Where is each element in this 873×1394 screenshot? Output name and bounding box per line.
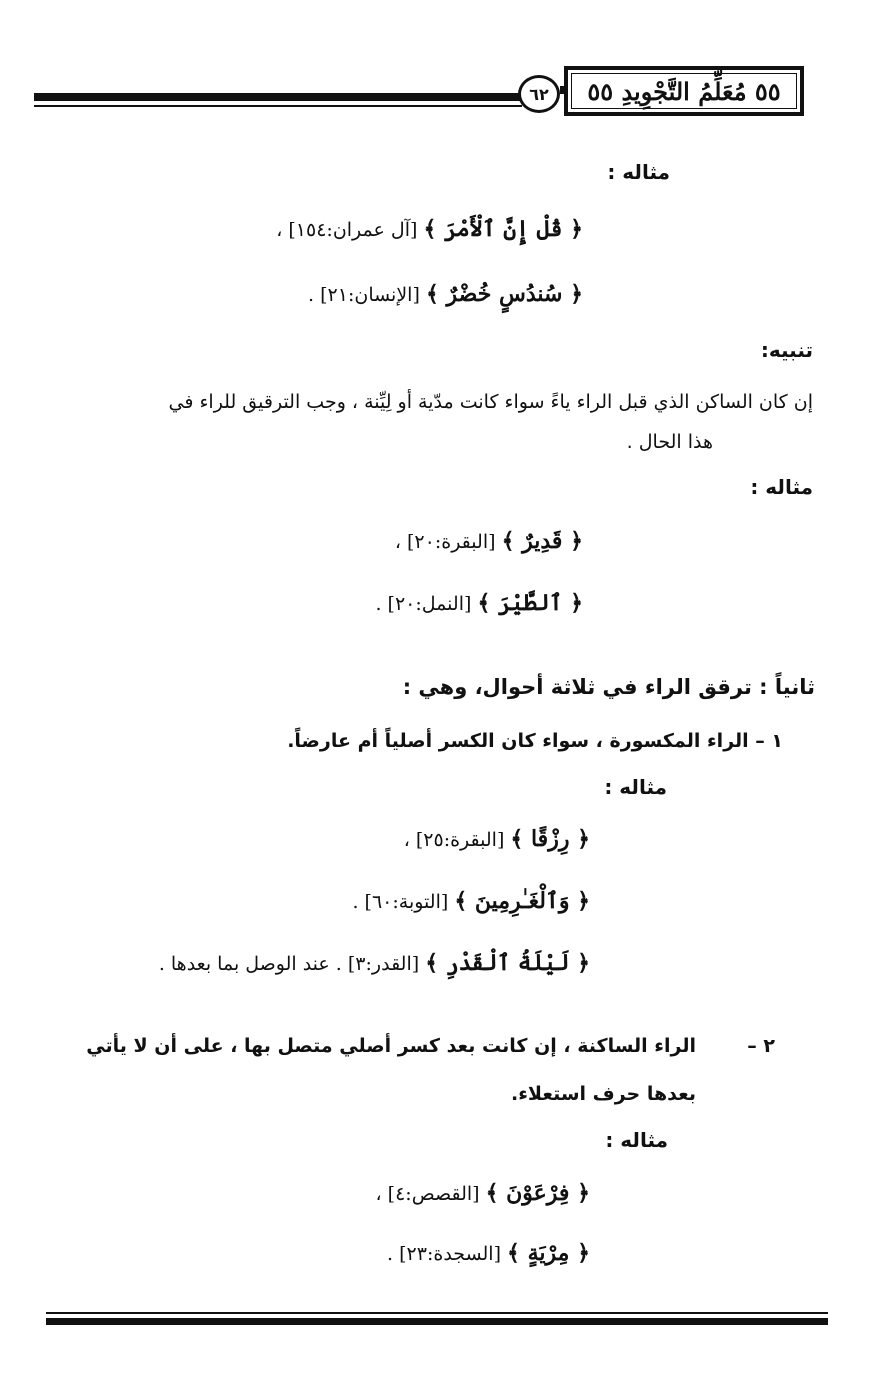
quran-text: ﴿ وَٱلْغَـٰرِمِينَ ﴾ (454, 888, 590, 914)
rule-item-2-number: ٢ – (747, 1035, 775, 1057)
footer-rule-thin (46, 1312, 828, 1314)
quran-text: ﴿ رِزْقًا ﴾ (510, 826, 590, 852)
verse-reference: [النمل:٢٠] . (375, 593, 472, 615)
running-header-title: ٥٥ مُعَلِّمُ التَّجْوِيدِ ٥٥ (564, 66, 804, 116)
quran-text: ﴿ قُلْ إِنَّ ٱلْأَمْرَ ﴾ (423, 216, 583, 242)
verse-line (308, 281, 583, 307)
quran-text: ﴿ سُندُسٍ خُضْرٌ ﴾ (425, 281, 583, 307)
header-rule-thin (34, 105, 522, 107)
rule-item-2-line: بعدها حرف استعلاء. (511, 1083, 696, 1105)
verse-line (375, 1180, 590, 1206)
example-label: مثاله : (605, 1128, 668, 1152)
rule-item-1: ١ – الراء المكسورة ، سواء كان الكسر أصلياً أم عارضاً. (287, 730, 783, 752)
verse-line (395, 528, 583, 554)
verse-reference: [الإنسان:٢١] . (308, 284, 420, 306)
example-label: مثاله : (607, 160, 670, 184)
verse-line (375, 590, 583, 616)
note-line: إن كان الساكن الذي قبل الراء ياءً سواء كانت مدّية أو لِيِّنة ، وجب الترقيق للراء في (168, 391, 813, 413)
example-label: مثاله : (750, 475, 813, 499)
verse-line (159, 950, 590, 976)
note-line: هذا الحال . (626, 431, 713, 453)
note-paragraph (37, 382, 813, 462)
rule-item-2-line: الراء الساكنة ، إن كانت بعد كسر أصلي متصل بها ، على أن لا يأتي (86, 1035, 696, 1057)
verse-reference: [آل عمران:١٥٤] ، (276, 219, 418, 241)
verse-reference: [السجدة:٢٣] . (387, 1243, 501, 1265)
header-rule-thick (34, 93, 522, 101)
page-number: ٦٢ (518, 75, 560, 113)
footer-rule-thick (46, 1318, 828, 1325)
verse-reference: [القصص:٤] ، (375, 1183, 480, 1205)
quran-text: ﴿ لَيْلَةُ ٱلْقَدْرِ ﴾ (425, 950, 590, 976)
quran-text: ﴿ قَدِيرٌ ﴾ (501, 528, 583, 554)
verse-line (276, 216, 583, 242)
verse-reference: [القدر:٣] . عند الوصل بما بعدها . (158, 953, 420, 975)
note-label: تنبيه: (760, 338, 813, 362)
example-label: مثاله : (604, 775, 667, 799)
verse-line (387, 1240, 590, 1266)
verse-line (352, 888, 590, 914)
quran-text: ﴿ فِرْعَوْنَ ﴾ (485, 1180, 590, 1206)
verse-reference: [التوبة:٦٠] . (352, 891, 449, 913)
quran-text: ﴿ ٱلطَّيْرَ ﴾ (477, 590, 583, 616)
verse-line (404, 826, 590, 852)
quran-text: ﴿ مِرْيَةٍ ﴾ (507, 1240, 590, 1266)
section-heading: ثانياً : ترقق الراء في ثلاثة أحوال، وهي : (402, 675, 815, 699)
verse-reference: [البقرة:٢٠] ، (394, 531, 496, 553)
verse-reference: [البقرة:٢٥] ، (403, 829, 505, 851)
